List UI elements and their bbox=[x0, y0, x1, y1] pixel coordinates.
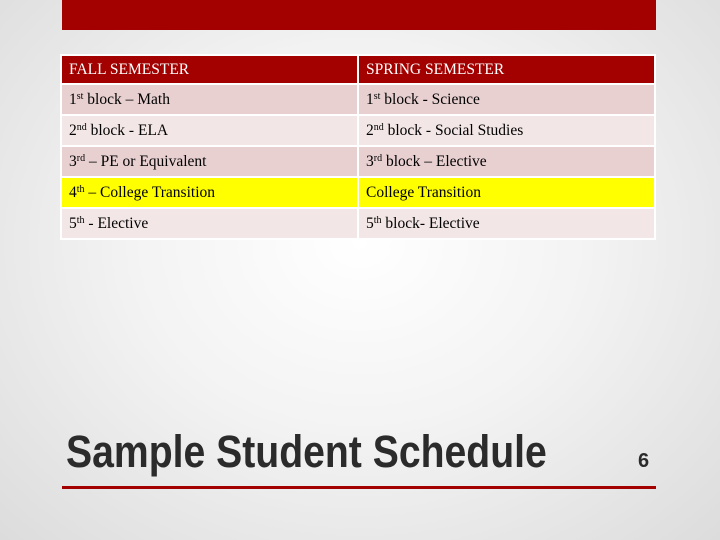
spring-cell: 5th block- Elective bbox=[358, 208, 655, 239]
spring-cell: 3rd block – Elective bbox=[358, 146, 655, 177]
table-row bbox=[61, 84, 655, 115]
table-row bbox=[61, 115, 655, 146]
fall-cell: 2nd block - ELA bbox=[61, 115, 358, 146]
schedule-table bbox=[60, 54, 656, 240]
table-row bbox=[61, 208, 655, 239]
spring-cell: College Transition bbox=[358, 177, 655, 208]
fall-cell: 3rd – PE or Equivalent bbox=[61, 146, 358, 177]
spring-cell: 2nd block - Social Studies bbox=[358, 115, 655, 146]
fall-semester-header: FALL SEMESTER bbox=[61, 55, 358, 84]
top-accent-bar bbox=[62, 0, 656, 30]
spring-semester-header: SPRING SEMESTER bbox=[358, 55, 655, 84]
title-underline bbox=[62, 486, 656, 489]
fall-cell: 4th – College Transition bbox=[61, 177, 358, 208]
page-number: 6 bbox=[638, 450, 650, 472]
table-row-highlighted bbox=[61, 177, 655, 208]
slide-title: Sample Student Schedule bbox=[66, 426, 547, 477]
fall-cell: 1st block – Math bbox=[61, 84, 358, 115]
table-row bbox=[61, 146, 655, 177]
spring-cell: 1st block - Science bbox=[358, 84, 655, 115]
fall-cell: 5th - Elective bbox=[61, 208, 358, 239]
table-header-row bbox=[61, 55, 655, 84]
